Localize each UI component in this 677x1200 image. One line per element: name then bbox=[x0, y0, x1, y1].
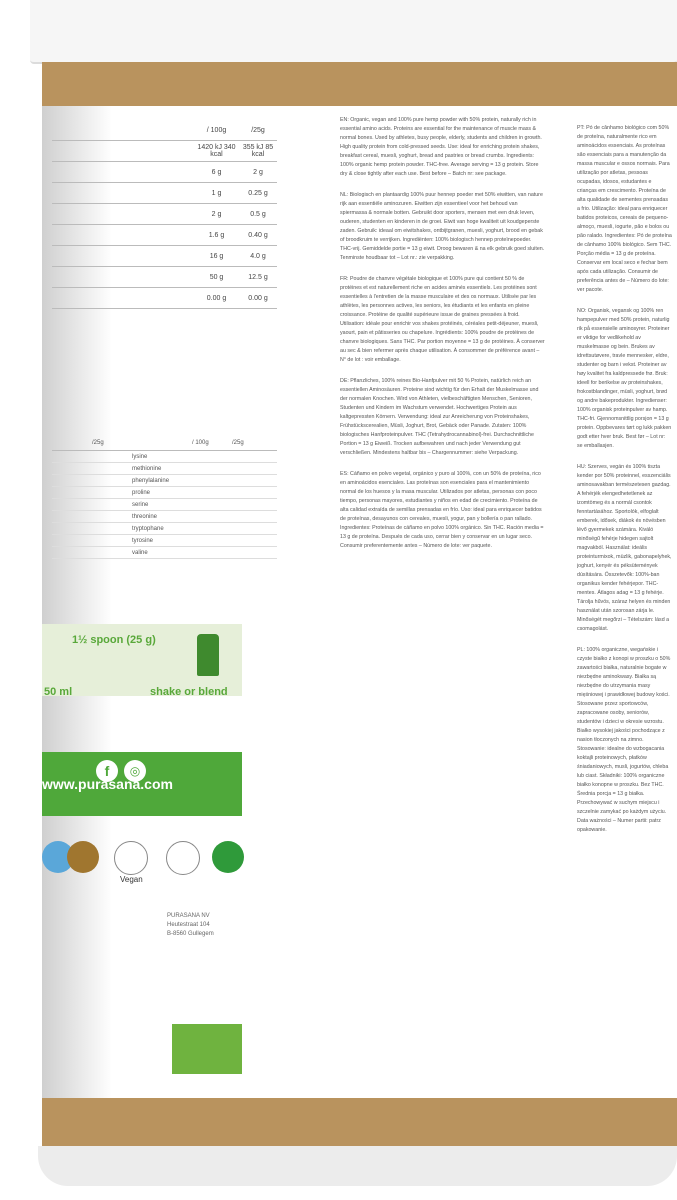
text-en: EN: Organic, vegan and 100% pure hemp powder with 50% protein, naturally rich in essential amino acids. Proteins are essential for the maintenance of muscle mass & normal bones. Used by athletes, busy people, elderly, students and children in growth. High quality protein from cold-pressed seeds. Use: ideal for enriching protein shakes, breakfast cereal, muesli, yoghurt, bread and pastries or bread crumbs. Ingredients: 100% organic hemp protein powder. THC-free. Average serving = 13 g protein. Store dry & close tightly after each use. Best before – Batch nr: see package. bbox=[340, 117, 542, 177]
text-es: ES: Cáñamo en polvo vegetal, orgánico y puro al 100%, con un 50% de proteína, rico en aminoácidos esenciales. Las proteínas son esenciales para el mantenimiento normal de los huesos y la masa muscular. Utilizados por atletas, personas con poco tiempo, personas mayores, estudiantes y niños en edad de crecimiento. Proteína de alta calidad extraída de semillas prensadas en frío. Uso: ideal para enriquecer batidos de proteínas, desayunos con cereales, muesli, yogur, pan y bollería o pan rallado. Ingredientes: Proteínas de cáñamo en polvo 100% orgánico. Sin THC. Ración media = 13 g de proteína. Después de cada uso, cerrar bien y conservar en un lugar seco. Consumir preferentemente antes – Número de lote: ver paquete. bbox=[340, 471, 544, 549]
table-row bbox=[52, 204, 277, 225]
company-name: PURASANA NV bbox=[167, 913, 210, 919]
amino-row bbox=[52, 523, 277, 535]
eu-organic-logo bbox=[172, 1024, 242, 1074]
amino-row bbox=[52, 499, 277, 511]
serving-ml-text: 50 ml bbox=[44, 686, 73, 698]
table-row bbox=[52, 183, 277, 204]
amino-row bbox=[52, 451, 277, 463]
amino-name: serine bbox=[132, 501, 149, 508]
kraft-band-top bbox=[42, 62, 677, 106]
cell: 50 g bbox=[209, 273, 224, 281]
container-lid bbox=[30, 0, 677, 64]
shake-text: shake or blend bbox=[150, 686, 228, 698]
product-label bbox=[42, 106, 677, 1098]
cell: 2 g bbox=[211, 210, 222, 218]
amino-row bbox=[52, 475, 277, 487]
kraft-band-bottom bbox=[42, 1098, 677, 1146]
text-no: NO: Organisk, vegansk og 100% ren hampepulver med 50% protein, naturlig rik på essensielle aminosyrer. Proteiner er viktige for vedlikehold av muskelmasse og bein. Brukes av idrettsutøvere, travle mennesker, eldre, studenter og barn i vekst. Proteiner av høy kvalitet fra kaldpressede frø. Bruk: ideell for berikelse av proteinshakes, frokostblandinger, müsli, yoghurt, brød og andre bakeprodukter. Ingredienser: 100% organisk proteinpulver av hamp. THC-fri. Gjennomsnittlig porsjon = 13 g protein. Oppbevares tørt og lukk pakken godt etter hver bruk. Best før – Lot nr: se emballasjen. bbox=[577, 308, 672, 449]
serving-size-text: 1½ spoon (25 g) bbox=[72, 634, 156, 646]
cert-icon-brown bbox=[67, 841, 99, 873]
instagram-icon[interactable]: ◎ bbox=[124, 760, 146, 782]
amino-row bbox=[52, 547, 277, 559]
amino-name: lysine bbox=[132, 453, 148, 460]
table-row bbox=[52, 267, 277, 288]
text-pl: PL: 100% organiczne, wegańskie i czyste białko z konopi w proszku o 50% zawartości białka, naturalnie bogate w niezbędne aminokwasy. Białka są niezbędne do utrzymania masy mięśniowej i prawidłowej budowy kości. Stosowane przez sportowców, zapracowane osoby, seniorów, studentów i dzieci w okresie wzrostu. Białko wysokiej jakości pochodzące z nasion tłoczonych na zimno. Stosowanie: idealne do wzbogacania koktajli proteinowych, płatków śniadaniowych, musli, jogurtów, chleba lub ciast. Składniki: 100% organiczne białko konopne w proszku. Bez THC. Średnia porcja = 13 g białka. Przechowywać w suchym miejscu i szczelnie zamykać po każdym użyciu. Data ważności – Numer partii: patrz opakowanie. bbox=[577, 647, 671, 833]
col-header: /25g bbox=[251, 126, 265, 134]
cell: 1.6 g bbox=[208, 231, 225, 239]
amino-name: tyrosine bbox=[132, 537, 154, 544]
cell: 0.00 g bbox=[248, 294, 268, 302]
kosher-icon bbox=[166, 841, 200, 875]
amino-row bbox=[52, 511, 277, 523]
col-header: /25g bbox=[232, 440, 244, 446]
table-row bbox=[52, 246, 277, 267]
text-nl: NL: Biologisch en plantaardig 100% puur hennep poeder met 50% eiwitten, van nature rijk aan essentiële aminozuren. Eiwitten zijn essentieel voor het behoud van spiermassa & normale botten. Gebruikt door sporters, mensen met een druk leven, ouderen, studenten en kinderen in de groei. Eiwit van hoge kwaliteit uit koudgeperste zaden. Gebruik: ideaal om eiwitshakes, ontbijtgranen, muesli, yoghurt, brood en gebak of broodkruim te verrijken. Ingrediënten: 100% biologisch hennep proteïnepoeder. THC-vrij. Gemiddelde portie = 13 g eiwit. Droog bewaren & na elk gebruik goed sluiten. Tenminste houdbaar tot – Lot nr.: zie verpakking. bbox=[340, 192, 545, 261]
table-row bbox=[52, 162, 277, 183]
facebook-icon[interactable]: f bbox=[96, 760, 118, 782]
text-column-right bbox=[577, 124, 672, 1004]
cell: 6 g bbox=[211, 168, 222, 176]
cell: 1420 kJ 340 kcal bbox=[197, 144, 236, 158]
amino-row bbox=[52, 463, 277, 475]
vegan-label: Vegan bbox=[120, 875, 143, 884]
cell: 2 g bbox=[253, 168, 263, 176]
nutrition-table bbox=[52, 120, 277, 309]
cell: 0.00 g bbox=[206, 294, 227, 302]
shaker-icon bbox=[197, 634, 219, 676]
amino-name: proline bbox=[132, 489, 151, 496]
text-de: DE: Pflanzliches, 100% reines Bio-Hanfpulver mit 50 % Protein, natürlich reich an essentiellen Aminosäuren. Proteine sind wichtig für den Erhalt der Muskelmasse und der normalen Knochen. Wird von Athleten, vielbeschäftigten Menschen, Senioren, Studenten und Kindern im Wachstum verwendet. Hochwertiges Protein aus kaltgepressten Körnern. Verwendung: ideal zur Anreicherung von Proteinshakes, Frühstückscerealien, Müsli, Joghurt, Brot, Gebäck oder Panade. Zutaten: 100% biologisches Hanfproteinpulver. THC (Tetrahydrocannabinol)-frei. Durchschnittliche Portion = 13 g Eiweiß. Trocken aufbewahren und nach jeder Verwendung gut verschließen. Mindestens haltbar bis – Chargennummer: siehe Verpackung. bbox=[340, 378, 539, 456]
cell: 1 g bbox=[211, 189, 222, 197]
company-city: B-8560 Gullegem bbox=[167, 931, 214, 937]
cell: 4.0 g bbox=[250, 252, 266, 260]
cell: 0.40 g bbox=[248, 231, 268, 239]
table-row bbox=[52, 141, 277, 162]
cell: 16 g bbox=[209, 252, 224, 260]
cell: 0.25 g bbox=[248, 189, 268, 197]
text-column-center bbox=[340, 116, 545, 563]
amino-name: phenylalanine bbox=[132, 477, 170, 484]
text-pt: PT: Pó de cânhamo biológico com 50% de proteína, naturalmente rico em aminoácidos essenciais. As proteínas são essenciais para a manutenção da massa muscular e ossos normais. Para utilização por atletas, pessoas ocupadas, idosos, estudantes e crianças em crescimento. Proteína de alta qualidade de sementes prensadas a frio. Utilização: ideal para enriquecer batidos proteicos, cereais de pequeno-almoço, muesli, iogurte, pão e bolos ou pão ralado. Ingredientes: Pó de proteína de cânhamo 100% biológico. Sem THC. Porção média = 13 g de proteína. Conservar em local seco e fechar bem após cada utilização. Consumir de preferência antes de – Número do lote: ver pacote. bbox=[577, 125, 672, 293]
table-row bbox=[52, 120, 277, 141]
amino-row bbox=[52, 487, 277, 499]
amino-acid-table bbox=[52, 436, 277, 559]
amino-name: valine bbox=[132, 549, 148, 556]
table-row bbox=[52, 225, 277, 246]
container-base bbox=[38, 1146, 677, 1186]
text-fr: FR: Poudre de chanvre végétale biologique et 100% pure qui contient 50 % de protéines et est naturellement riche en acides aminés essentiels. Les protéines sont essentielles à l'entretien de la masse musculaire et des os normaux. Utilisée par les athlètes, les personnes actives, les seniors, les étudiants et les enfants en pleine croissance. Protéine de qualité supérieure issue de graines pressées à froid. Utilisation: idéale pour enrichir vos shakes protéinés, céréales petit-déjeuner, muesli, yaourt, pain et pâtisseries ou chapelure. Ingrédients: 100% poudre de protéines de chanvre biologiques. Sans THC. Par portion moyenne = 13 g de protéines. À conserver au sec & bien refermer après chaque utilisation. À consommer de préférence avant – N° de lot : voir emballage. bbox=[340, 276, 545, 363]
col-header: / 100g bbox=[206, 126, 227, 134]
amino-rows bbox=[52, 451, 277, 559]
company-street: Heutestraat 104 bbox=[167, 922, 210, 928]
company-address bbox=[167, 912, 214, 939]
col-header: / 100g bbox=[192, 440, 209, 446]
certification-icons bbox=[42, 841, 252, 885]
table-row bbox=[52, 288, 277, 309]
green-dot-icon bbox=[212, 841, 244, 873]
vegan-icon bbox=[114, 841, 148, 875]
cell: 355 kJ 85 kcal bbox=[242, 144, 274, 158]
amino-name: threonine bbox=[132, 513, 158, 520]
amino-row bbox=[52, 535, 277, 547]
amino-name: methionine bbox=[132, 465, 162, 472]
col-header: /25g bbox=[92, 440, 104, 446]
amino-name: tryptophane bbox=[132, 525, 164, 532]
cell: 0.5 g bbox=[250, 210, 266, 218]
website-link[interactable]: www.purasana.com bbox=[42, 776, 173, 792]
cell: 12.5 g bbox=[248, 273, 268, 281]
text-hu: HU: Szerves, vegán és 100% tiszta kender por 50% proteinnel, esszenciális aminosavakban természetesen gazdag. A fehérjék elengedhetetlenek az izomtömeg és a normál csontok fenntartásához. Sportolók, elfoglalt emberek, idősek, diákok és növésben lévő gyermekek számára. Kiváló minőségű fehérje hidegen sajtolt magvakból. Használat: ideális proteinturmixok, müzlik, gabonapelyhek, joghurt, kenyér és péksütemények dúsítására. Összetevők: 100%-ban organikus kender fehérjepor. THC-mentes. Átlagos adag = 13 g fehérje. Tárolja hűvös, száraz helyen és minden használat után szorosan zárja le. Minőségét megőrzi – Tételszám: lásd a csomagolást. bbox=[577, 464, 672, 632]
